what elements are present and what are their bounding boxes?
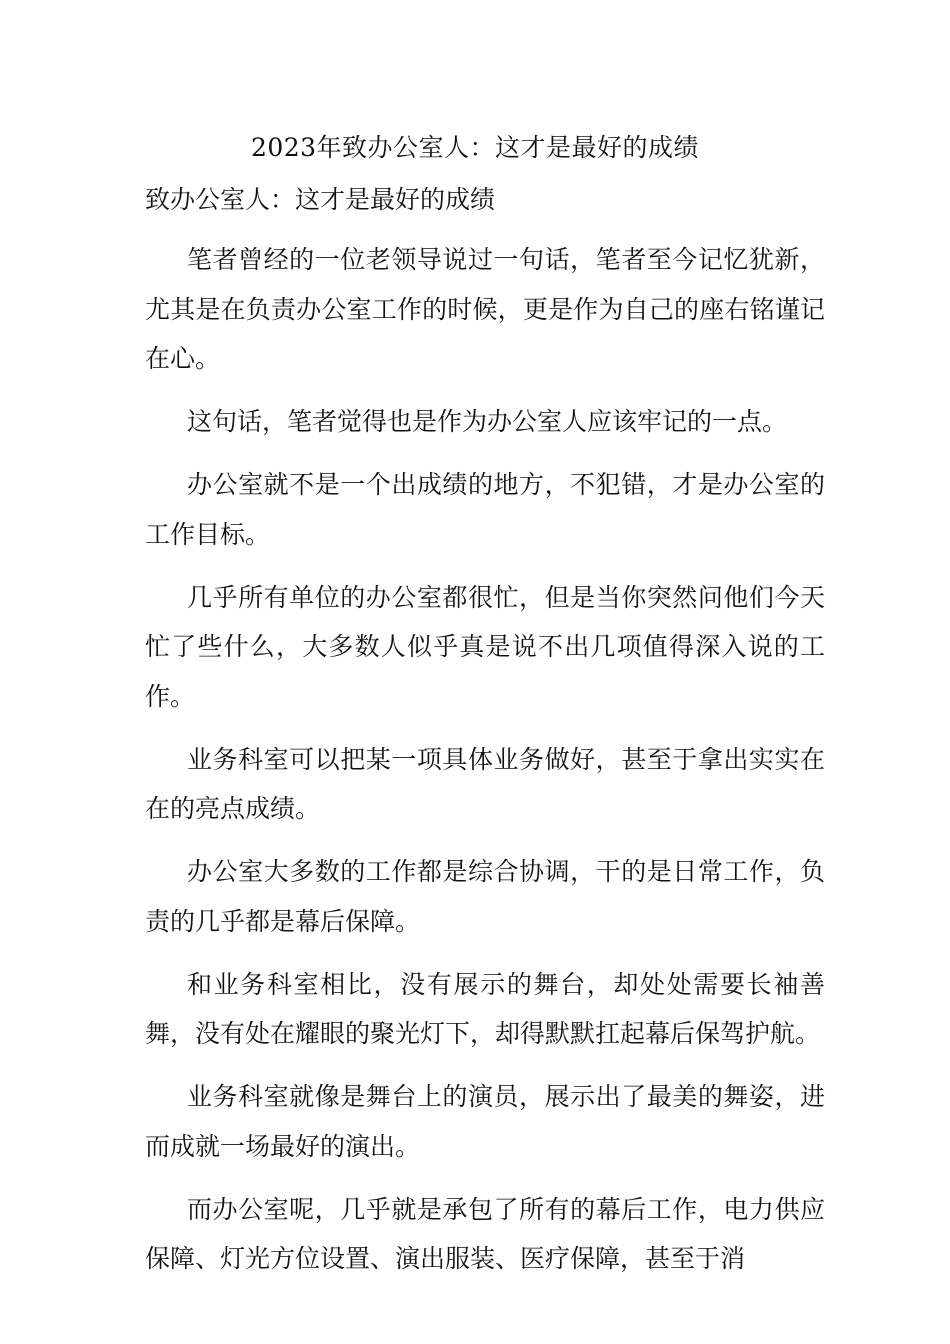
paragraph: 几乎所有单位的办公室都很忙，但是当你突然问他们今天忙了些什么，大多数人似乎真是说不出几项值得深入说的工作。 xyxy=(145,582,825,711)
paragraph: 笔者曾经的一位老领导说过一句话，笔者至今记忆犹新，尤其是在负责办公室工作的时候，更是作为自己的座右铭谨记在心。 xyxy=(145,245,825,373)
document-title: 2023年致办公室人：这才是最好的成绩 xyxy=(250,133,700,162)
paragraph: 而办公室呢，几乎就是承包了所有的幕后工作，电力供应保障、灯光方位设置、演出服装、医疗保障，甚至于消 xyxy=(145,1194,825,1273)
document-body xyxy=(145,182,825,1284)
paragraph: 业务科室可以把某一项具体业务做好，甚至于拿出实实在在的亮点成绩。 xyxy=(145,744,825,823)
paragraph: 和业务科室相比，没有展示的舞台，却处处需要长袖善舞，没有处在耀眼的聚光灯下，却得默默扛起幕后保驾护航。 xyxy=(145,969,825,1048)
paragraph: 办公室就不是一个出成绩的地方，不犯错，才是办公室的工作目标。 xyxy=(145,470,825,549)
paragraph: 业务科室就像是舞台上的演员，展示出了最美的舞姿，进而成就一场最好的演出。 xyxy=(145,1082,825,1161)
paragraph: 这句话，笔者觉得也是作为办公室人应该牢记的一点。 xyxy=(187,407,788,436)
document-subtitle: 致办公室人：这才是最好的成绩 xyxy=(145,185,496,214)
paragraph: 办公室大多数的工作都是综合协调，干的是日常工作，负责的几乎都是幕后保障。 xyxy=(145,857,825,936)
